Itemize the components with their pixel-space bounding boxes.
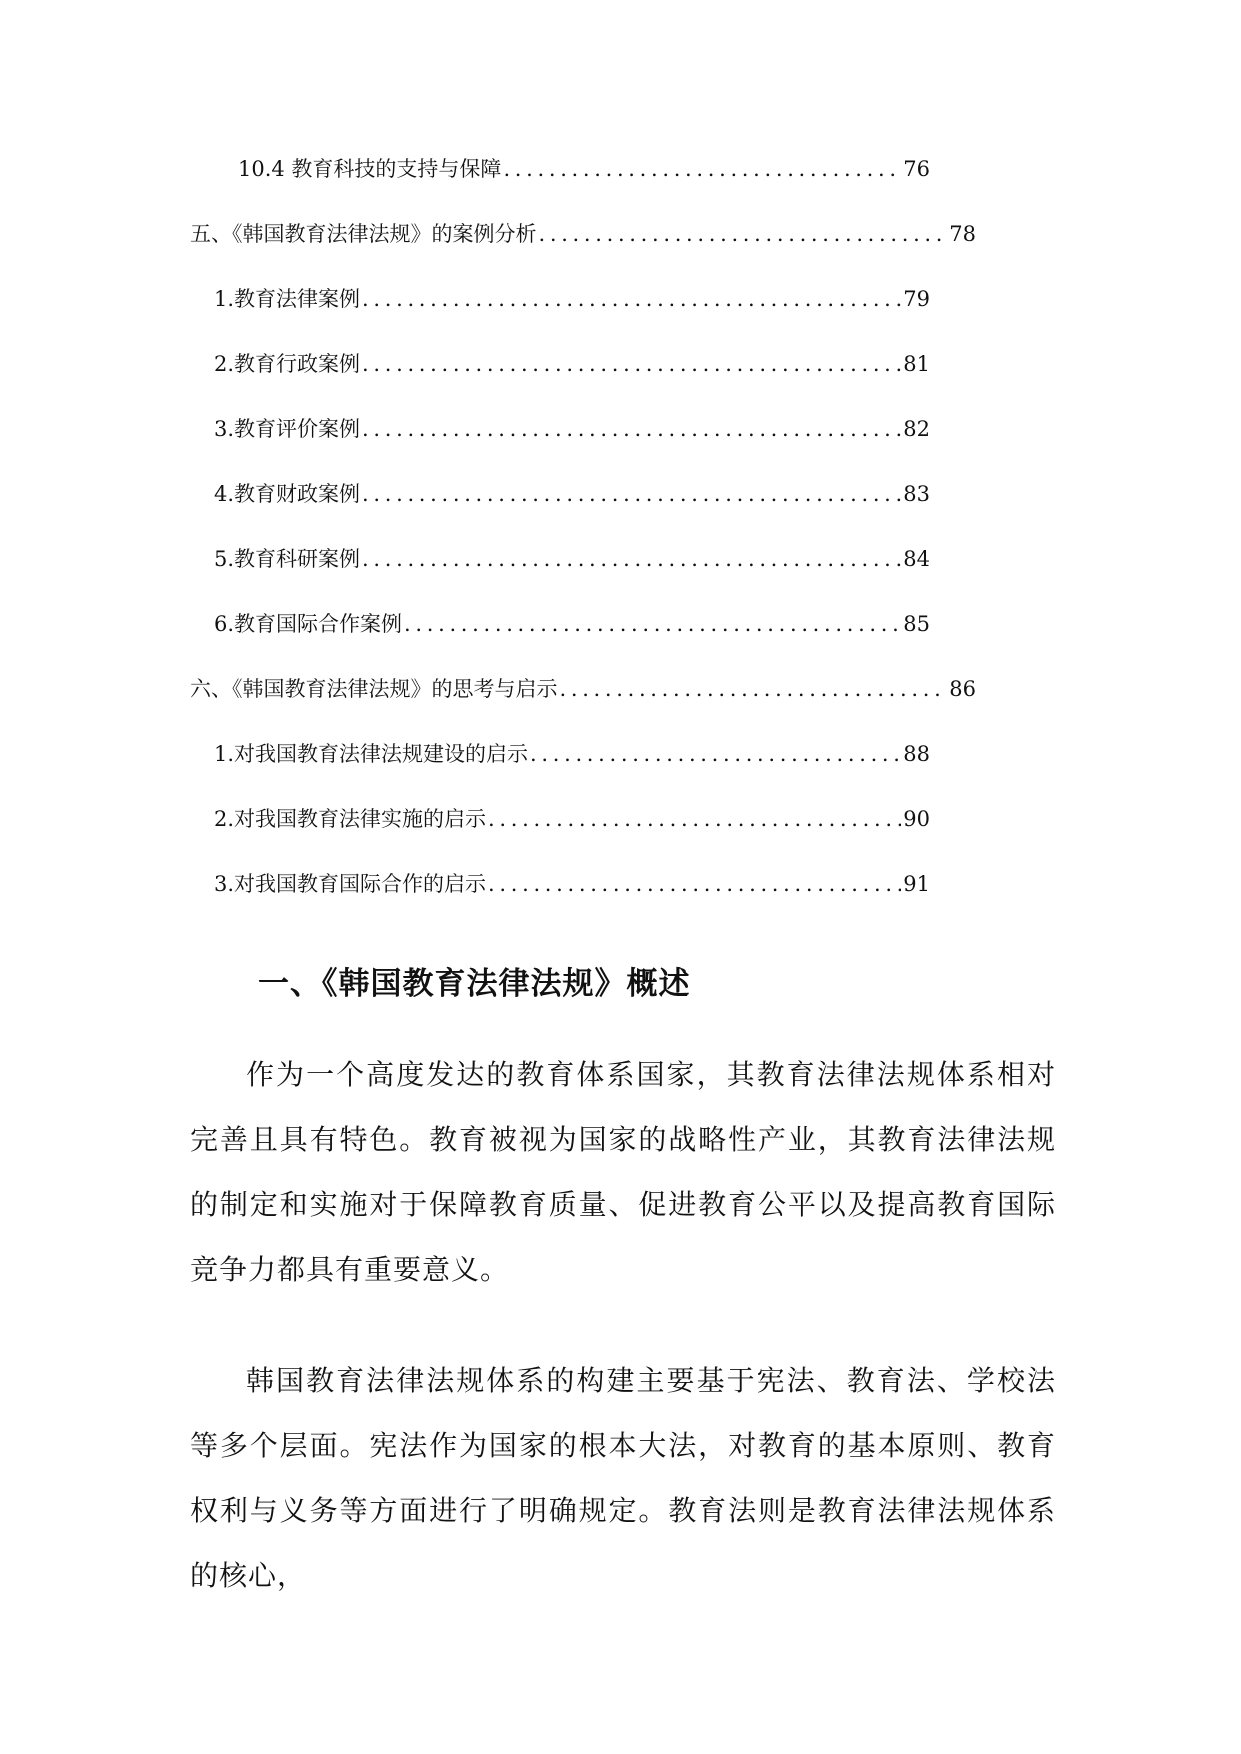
toc-entry[interactable]	[214, 803, 930, 833]
toc-leader-dots	[362, 547, 901, 571]
toc-entry[interactable]	[214, 868, 930, 898]
toc-leader-dots	[530, 742, 901, 766]
toc-entry-page: 76	[903, 157, 930, 181]
toc-entry-page: 83	[903, 482, 930, 506]
toc-entry-page: 79	[903, 287, 930, 311]
toc-entry-title: 10.4 教育科技的支持与保障	[238, 157, 502, 181]
toc-entry-number: 6.	[214, 612, 235, 636]
toc-entry-title: 对我国教育法律法规建设的启示	[234, 742, 529, 766]
toc-entry-page: 86	[949, 677, 976, 701]
section-heading: 一、《韩国教育法律法规》概述	[258, 966, 691, 1002]
toc-entry-title: 六、《韩国教育法律法规》的思考与启示	[190, 677, 558, 701]
toc-leader-dots	[539, 222, 948, 246]
toc-entry[interactable]	[214, 283, 930, 313]
toc-entry[interactable]	[190, 218, 976, 248]
toc-leader-dots	[560, 677, 948, 701]
toc-entry[interactable]	[214, 348, 930, 378]
toc-entry-title: 教育财政案例	[234, 482, 361, 506]
toc-entry[interactable]	[190, 673, 976, 703]
toc-entry-title: 教育评价案例	[234, 417, 361, 441]
toc-entry-page: 81	[903, 352, 930, 376]
toc-entry[interactable]	[214, 738, 930, 768]
body-paragraph: 韩国教育法律法规体系的构建主要基于宪法、教育法、学校法等多个层面。宪法作为国家的根本大法，对教育的基本原则、教育权利与义务等方面进行了明确规定。教育法则是教育法律法规体系的核心，	[190, 1364, 1056, 1592]
toc-entry-page: 82	[903, 417, 930, 441]
toc-entry-title: 教育国际合作案例	[234, 612, 403, 636]
toc-entry[interactable]	[238, 153, 930, 183]
toc-entry-page: 78	[949, 222, 976, 246]
toc-entry-title: 教育法律案例	[234, 287, 361, 311]
toc-entry[interactable]	[214, 413, 930, 443]
toc-leader-dots	[362, 417, 901, 441]
toc-leader-dots	[488, 807, 901, 831]
toc-entry-number: 1.	[214, 742, 235, 766]
toc-entry[interactable]	[214, 608, 930, 638]
toc-leader-dots	[362, 482, 901, 506]
toc-entry-number: 3.	[214, 872, 235, 896]
toc-entry-page: 88	[903, 742, 930, 766]
toc-entry-title: 对我国教育法律实施的启示	[234, 807, 487, 831]
toc-entry-title: 教育行政案例	[234, 352, 361, 376]
toc-entry-title: 对我国教育国际合作的启示	[234, 872, 487, 896]
toc-entry-page: 84	[903, 547, 930, 571]
toc-entry-number: 1.	[214, 287, 235, 311]
toc-entry-title: 教育科研案例	[234, 547, 361, 571]
toc-entry-title: 五、《韩国教育法律法规》的案例分析	[190, 222, 537, 246]
toc-entry[interactable]	[214, 478, 930, 508]
toc-entry-number: 2.	[214, 807, 235, 831]
toc-entry-number: 4.	[214, 482, 235, 506]
toc-entry-page: 90	[903, 807, 930, 831]
toc-entry[interactable]	[214, 543, 930, 573]
toc-entry-number: 5.	[214, 547, 235, 571]
toc-leader-dots	[362, 352, 901, 376]
toc-leader-dots	[488, 872, 901, 896]
toc-leader-dots	[362, 287, 901, 311]
toc-leader-dots	[404, 612, 901, 636]
body-paragraph: 作为一个高度发达的教育体系国家，其教育法律法规体系相对完善且具有特色。教育被视为国家的战略性产业，其教育法律法规的制定和实施对于保障教育质量、促进教育公平以及提高教育国际竞争力都具有重要意义。	[190, 1058, 1056, 1286]
toc-entry-page: 85	[903, 612, 930, 636]
toc-leader-dots	[503, 157, 901, 181]
toc-entry-page: 91	[903, 872, 930, 896]
toc-entry-number: 2.	[214, 352, 235, 376]
toc-entry-number: 3.	[214, 417, 235, 441]
